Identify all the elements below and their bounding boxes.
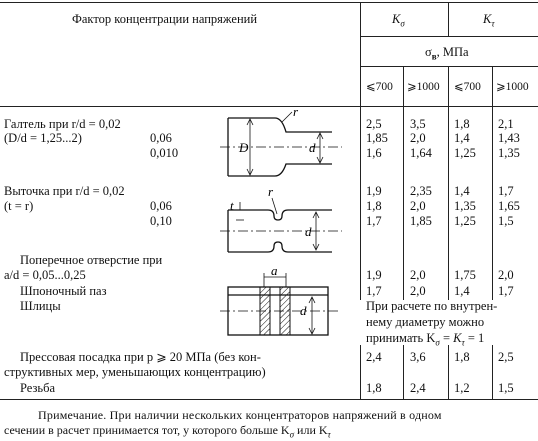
keyway-diagram <box>220 265 350 340</box>
groove-row-2-cell-2: 2,0 <box>410 199 426 213</box>
fillet-row-1-cell-3: 1,8 <box>454 117 470 131</box>
groove-row-2-cell-3: 1,35 <box>454 199 476 213</box>
groove-label: Выточка при r/d = 0,02 <box>4 184 125 198</box>
hole-row-cell-2: 2,0 <box>410 268 426 282</box>
fillet-outline-top <box>228 118 332 132</box>
thread-row-cell-2: 2,4 <box>410 381 426 395</box>
col-divider-1 <box>403 66 404 300</box>
fillet-row-3-cell-2: 1,64 <box>410 146 432 160</box>
col-divider-3 <box>492 66 493 300</box>
groove-d-label: d <box>305 224 312 239</box>
fillet-outline-bottom <box>228 164 332 176</box>
col-header-3: ⩽700 <box>454 81 481 93</box>
header-rule-2 <box>360 66 538 67</box>
press-fit-row-cell-2: 3,6 <box>410 350 426 364</box>
keyway-row-cell-1: 1,7 <box>366 284 382 298</box>
fillet-row-2-cell-4: 1,43 <box>498 131 520 145</box>
groove-row-1-cell-1: 1,9 <box>366 184 382 198</box>
hole-row-cell-4: 2,0 <box>498 268 514 282</box>
col-divider-main <box>360 2 361 300</box>
fillet-row-3-cell-3: 1,25 <box>454 146 476 160</box>
table-top-rule <box>0 2 538 3</box>
col-header-4: ⩾1000 <box>496 81 529 93</box>
fillet-row-1-cell-2: 3,5 <box>410 117 426 131</box>
groove-row-3-cell-1: 1,7 <box>366 214 382 228</box>
k-tau-header: $K_\tau$ <box>483 12 495 29</box>
col-divider-ksigma-ktau <box>448 2 449 36</box>
factor-column-title: Фактор концентрации напряжений <box>72 12 258 26</box>
press-fit-row-cell-3: 1,8 <box>454 350 470 364</box>
press-fit-row-cell-4: 2,5 <box>498 350 514 364</box>
fillet-row-3-cell-4: 1,35 <box>498 146 520 160</box>
groove-diagram <box>220 180 350 255</box>
groove-r-label: r <box>268 184 274 199</box>
header-rule-1 <box>360 36 538 37</box>
thread-label: Резьба <box>20 381 56 395</box>
hole-label: Поперечное отверстие при <box>20 253 163 267</box>
fillet-r-leader <box>282 112 292 122</box>
fillet-r-label: r <box>293 108 299 119</box>
fillet-row-3-cell-1: 1,6 <box>366 146 382 160</box>
col-divider-ktau-press <box>448 345 449 399</box>
k-sigma-header: $K_\sigma$ <box>392 12 405 29</box>
splines-text-3: принимать $K_\sigma = K_\tau = 1$ <box>366 331 485 348</box>
splines-text-2: нему диаметру можно <box>366 315 485 329</box>
press-fit-row-cell-1: 2,4 <box>366 350 382 364</box>
fillet-row-2-cell-1: 1,85 <box>366 131 388 145</box>
splines-label: Шлицы <box>20 299 61 313</box>
col-header-1: ⩽700 <box>366 81 393 93</box>
groove-row-3-cell-4: 1,5 <box>498 214 514 228</box>
hole-row-cell-3: 1,75 <box>454 268 476 282</box>
strength-header: $\sigma_в$, МПа <box>425 45 469 62</box>
keyway-row-cell-4: 1,7 <box>498 284 514 298</box>
keyway-row-cell-3: 1,4 <box>454 284 470 298</box>
table-bottom-rule <box>0 399 538 400</box>
fillet-param-2: 0,06 <box>150 131 172 145</box>
thread-row-cell-4: 1,5 <box>498 381 514 395</box>
note-line-1: Примечание. При наличии нескольких концентраторов напряжений в одном <box>38 408 442 422</box>
hole-row-cell-1: 1,9 <box>366 268 382 282</box>
keyway-d-label: d <box>300 303 307 318</box>
fillet-row-2-cell-2: 2,0 <box>410 131 426 145</box>
thread-row-cell-3: 1,2 <box>454 381 470 395</box>
col-divider-3-lower <box>492 345 493 399</box>
groove-row-2-cell-1: 1,8 <box>366 199 382 213</box>
header-bottom-rule <box>0 106 538 107</box>
thread-row-cell-1: 1,8 <box>366 381 382 395</box>
keyway-label: Шпоночный паз <box>20 284 107 298</box>
fillet-row-2-cell-3: 1,4 <box>454 131 470 145</box>
press-fit-label-2: структивных мер, уменьшающих концентрацию) <box>4 365 266 379</box>
fillet-ratio-note: (D/d = 1,25...2) <box>4 131 82 145</box>
groove-row-1-cell-4: 1,7 <box>498 184 514 198</box>
fillet-param-3: 0,010 <box>150 146 179 160</box>
groove-row-3-cell-2: 1,85 <box>410 214 432 228</box>
hole-ratio: a/d = 0,05...0,25 <box>4 268 86 282</box>
fillet-row-1-cell-1: 2,5 <box>366 117 382 131</box>
groove-param-3: 0,10 <box>150 214 172 228</box>
groove-row-3-cell-3: 1,25 <box>454 214 476 228</box>
groove-ratio-note: (t = r) <box>4 199 34 213</box>
keyway-row-cell-2: 2,0 <box>410 284 426 298</box>
splines-text-1: При расчете по внутрен- <box>366 299 498 313</box>
groove-row-2-cell-4: 1,65 <box>498 199 520 213</box>
groove-param-2: 0,06 <box>150 199 172 213</box>
press-fit-label: Прессовая посадка при p ⩾ 20 МПа (без кон- <box>20 350 261 364</box>
groove-row-1-cell-3: 1,4 <box>454 184 470 198</box>
col-divider-1-lower <box>403 345 404 399</box>
fillet-diagram <box>220 108 350 178</box>
fillet-row-1-cell-4: 2,1 <box>498 117 514 131</box>
col-divider-ktau-lower <box>448 66 449 300</box>
col-divider-main-lower <box>360 345 361 399</box>
fillet-d-label: d <box>309 140 316 155</box>
groove-t-label: t <box>230 198 234 213</box>
col-header-2: ⩾1000 <box>407 81 440 93</box>
fillet-label: Галтель при r/d = 0,02 <box>4 117 121 131</box>
note-line-2: сечении в расчет принимается тот, у которого больше $K_\sigma$ или $K_\tau$ <box>4 423 331 440</box>
fillet-D-label: D <box>239 140 249 155</box>
groove-row-1-cell-2: 2,35 <box>410 184 432 198</box>
keyway-a-label: a <box>271 265 278 278</box>
